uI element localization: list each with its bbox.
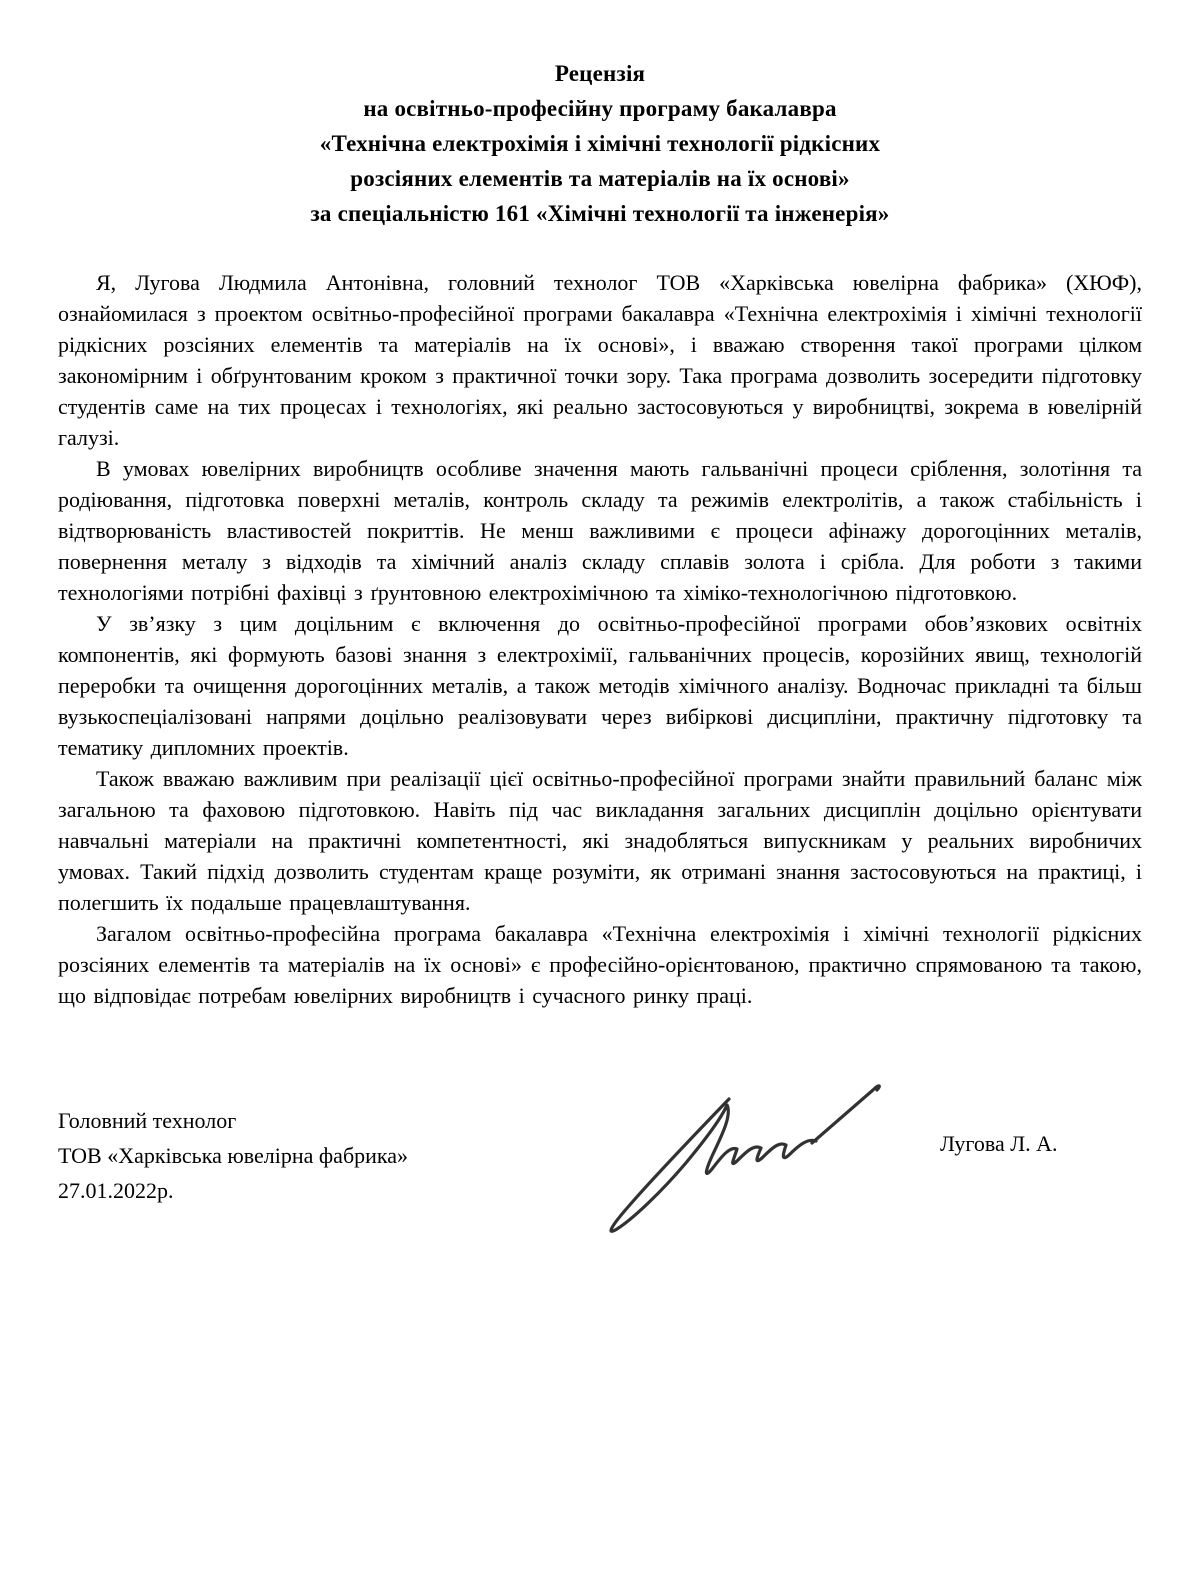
signer-name: Лугова Л. А. [940,1131,1058,1156]
signature-section [58,1069,1142,1369]
title-line-2: на освітньо-професійну програму бакалавра [363,96,837,121]
title-line-1: Рецензія [554,61,646,86]
handwritten-signature-icon [576,1063,906,1243]
signer-details [58,1103,408,1208]
paragraph-intro: Я, Лугова Людмила Антонівна, головний технолог ТОВ «Харківська ювелірна фабрика» (ХЮФ), ознайомилася з проектом освітньо-професійної програми бакалавра «Технічна електрохімія і хімічні технології рідкісних розсіяних елементів та матеріалів на їх основі», і вважаю створення такої програми цілком закономірним і обґрунтованим кроком з практичної точки зору. Така програма дозволить зосередити підготовку студентів саме на тих процесах і технологіях, які реально застосовуються у виробництві, зокрема в ювелірній галузі. [58,270,1142,450]
signature-date: 27.01.2022р. [58,1178,174,1203]
signer-position: Головний технолог [58,1108,237,1133]
title-line-3: «Технічна електрохімія і хімічні технології рідкісних [319,131,881,156]
paragraph-conclusion: Загалом освітньо-професійна програма бакалавра «Технічна електрохімія і хімічні технології рідкісних розсіяних елементів та матеріалів на їх основі» є професійно-орієнтованою, практично спрямованою та такою, що відповідає потребам ювелірних виробництв і сучасного ринку праці. [58,921,1142,1008]
document-body [58,267,1142,1011]
title-line-4: розсіяних елементів та матеріалів на їх основі» [350,166,850,191]
title-line-5: за спеціальністю 161 «Хімічні технології та інженерія» [310,201,890,226]
paragraph-balance: Також вважаю важливим при реалізації цієї освітньо-професійної програми знайти правильний баланс між загальною та фаховою підготовкою. Навіть під час викладання загальних дисциплін доцільно орієнтувати навчальні матеріали на практичні компетентності, які знадобляться випускникам у реальних виробничих умовах. Такий підхід дозволить студентам краще розуміти, як отримані знання застосовуються на практиці, і полегшить їх подальше працевлаштування. [58,766,1142,915]
paragraph-galvanic-processes: В умовах ювелірних виробництв особливе значення мають гальванічні процеси сріблення, золотіння та родіювання, підготовка поверхні металів, контроль складу та режимів електролітів, а також стабільність і відтворюваність властивостей покриттів. Не менш важливими є процеси афінажу дорогоцінних металів, повернення металу з відходів та хімічний аналіз складу сплавів золота і срібла. Для роботи з такими технологіями потрібні фахівці з ґрунтовною електрохімічною та хіміко-технологічною підготовкою. [58,456,1142,605]
document-title [58,56,1142,231]
paragraph-curriculum-components: У зв’язку з цим доцільним є включення до освітньо-професійної програми обов’язкових освітніх компонентів, які формують базові знання з електрохімії, гальванічних процесів, корозійних явищ, технологій переробки та очищення дорогоцінних металів, а також методів хімічного аналізу. Водночас прикладні та більш вузькоспеціалізовані напрями доцільно реалізовувати через вибіркові дисципліни, практичну підготовку та тематику дипломних проектів. [58,611,1142,760]
signer-company: ТОВ «Харківська ювелірна фабрика» [58,1143,409,1168]
